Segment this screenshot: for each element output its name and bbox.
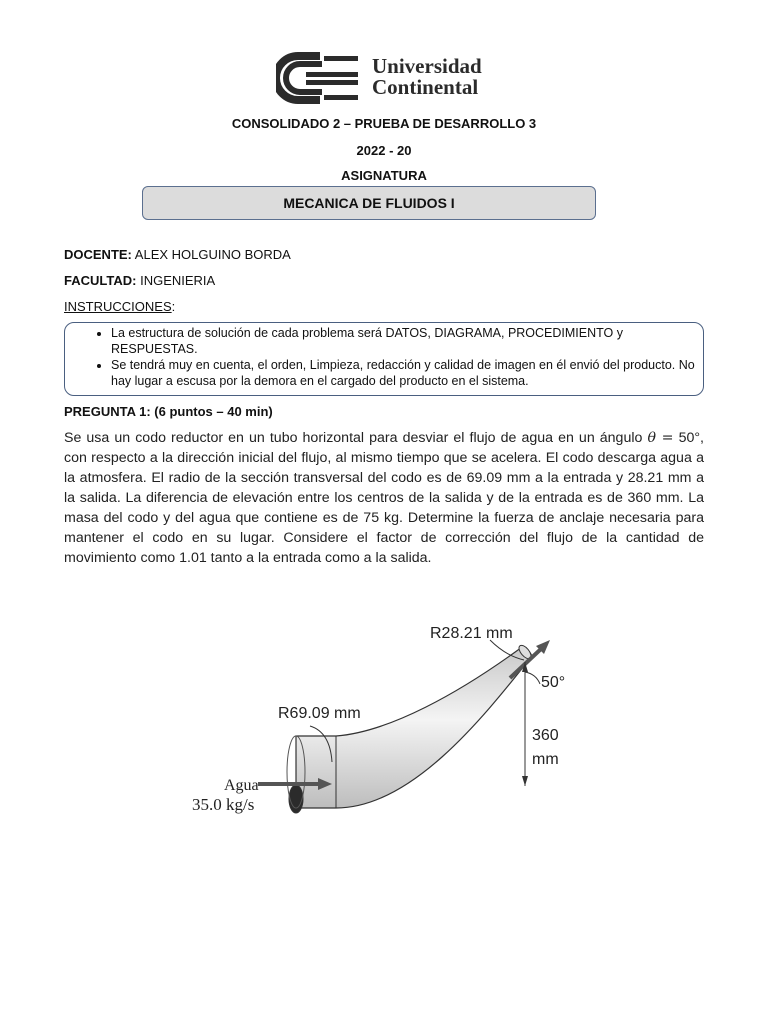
subject-label: ASIGNATURA [341,168,427,183]
subject-name: MECANICA DE FLUIDOS I [283,195,455,211]
facultad-line [64,273,215,288]
elbow-figure [180,612,600,822]
logo-line-1: Universidad [372,54,482,78]
height-value-label: 360 [532,727,559,744]
facultad-value: INGENIERIA [140,273,216,288]
inlet-radius-label: R69.09 mm [278,705,361,722]
subject-box [142,186,596,220]
instructions-list [85,325,695,389]
logo-wordmark [372,56,482,98]
instructions-box [64,322,704,396]
inlet-opening [289,785,303,813]
question-text-part-1: Se usa un codo reductor en un tubo horizontal para desviar el flujo de agua en un ángulo [64,430,648,446]
docente-value: ALEX HOLGUINO BORDA [134,247,291,262]
instrucciones-label: INSTRUCCIONES [64,299,172,314]
outlet-radius-label: R28.21 mm [430,625,513,642]
exam-period: 2022 - 20 [356,143,412,158]
exam-title: CONSOLIDADO 2 – PRUEBA DE DESARROLLO 3 [231,116,537,131]
question-title: PREGUNTA 1: (6 puntos – 40 min) [64,404,273,419]
theta-symbol: θ = [647,430,674,446]
reducing-elbow-diagram [180,612,600,822]
flow-rate-label: 35.0 kg/s [192,795,255,814]
height-unit-label: mm [532,751,559,768]
fluid-label: Agua [224,777,259,794]
question-text-part-2: 50°, con respecto a la dirección inicial del flujo, al mismo tiempo que se acelera. El codo descarga agua a la atmosfera. El radio de la sección transversal del codo es de 69.09 mm a la entrada y 28.21 mm a la salida. La diferencia de elevación entre los centros de la salida y de la entrada es de 360 mm. La masa del codo y del agua que contiene es de 75 kg. Determine la fuerza de anclaje necesaria para mantener el codo en su lugar. Considere el factor de corrección del flujo de la cantidad de movimiento como 1.01 tanto a la entrada como a la salida. [64,430,704,566]
university-logo-icon [276,50,362,106]
instruction-item: • La estructura de solución de cada problema será DATOS, DIAGRAMA, PROCEDIMIENTO y RESPUESTAS. [111,325,695,357]
question-text [64,428,704,568]
angle-label: 50° [541,674,566,691]
instrucciones-colon: : [171,299,176,314]
instrucciones-heading [64,299,175,314]
facultad-label: FACULTAD: [64,273,137,288]
docente-line [64,247,291,262]
instruction-item: • Se tendrá muy en cuenta, el orden, Limpieza, redacción y calidad de imagen en él envió del producto. No hay lugar a escusa por la demora en el cargado del producto en el sistema. [111,357,695,389]
logo-line-2: Continental [372,75,479,99]
docente-label: DOCENTE: [64,247,132,262]
